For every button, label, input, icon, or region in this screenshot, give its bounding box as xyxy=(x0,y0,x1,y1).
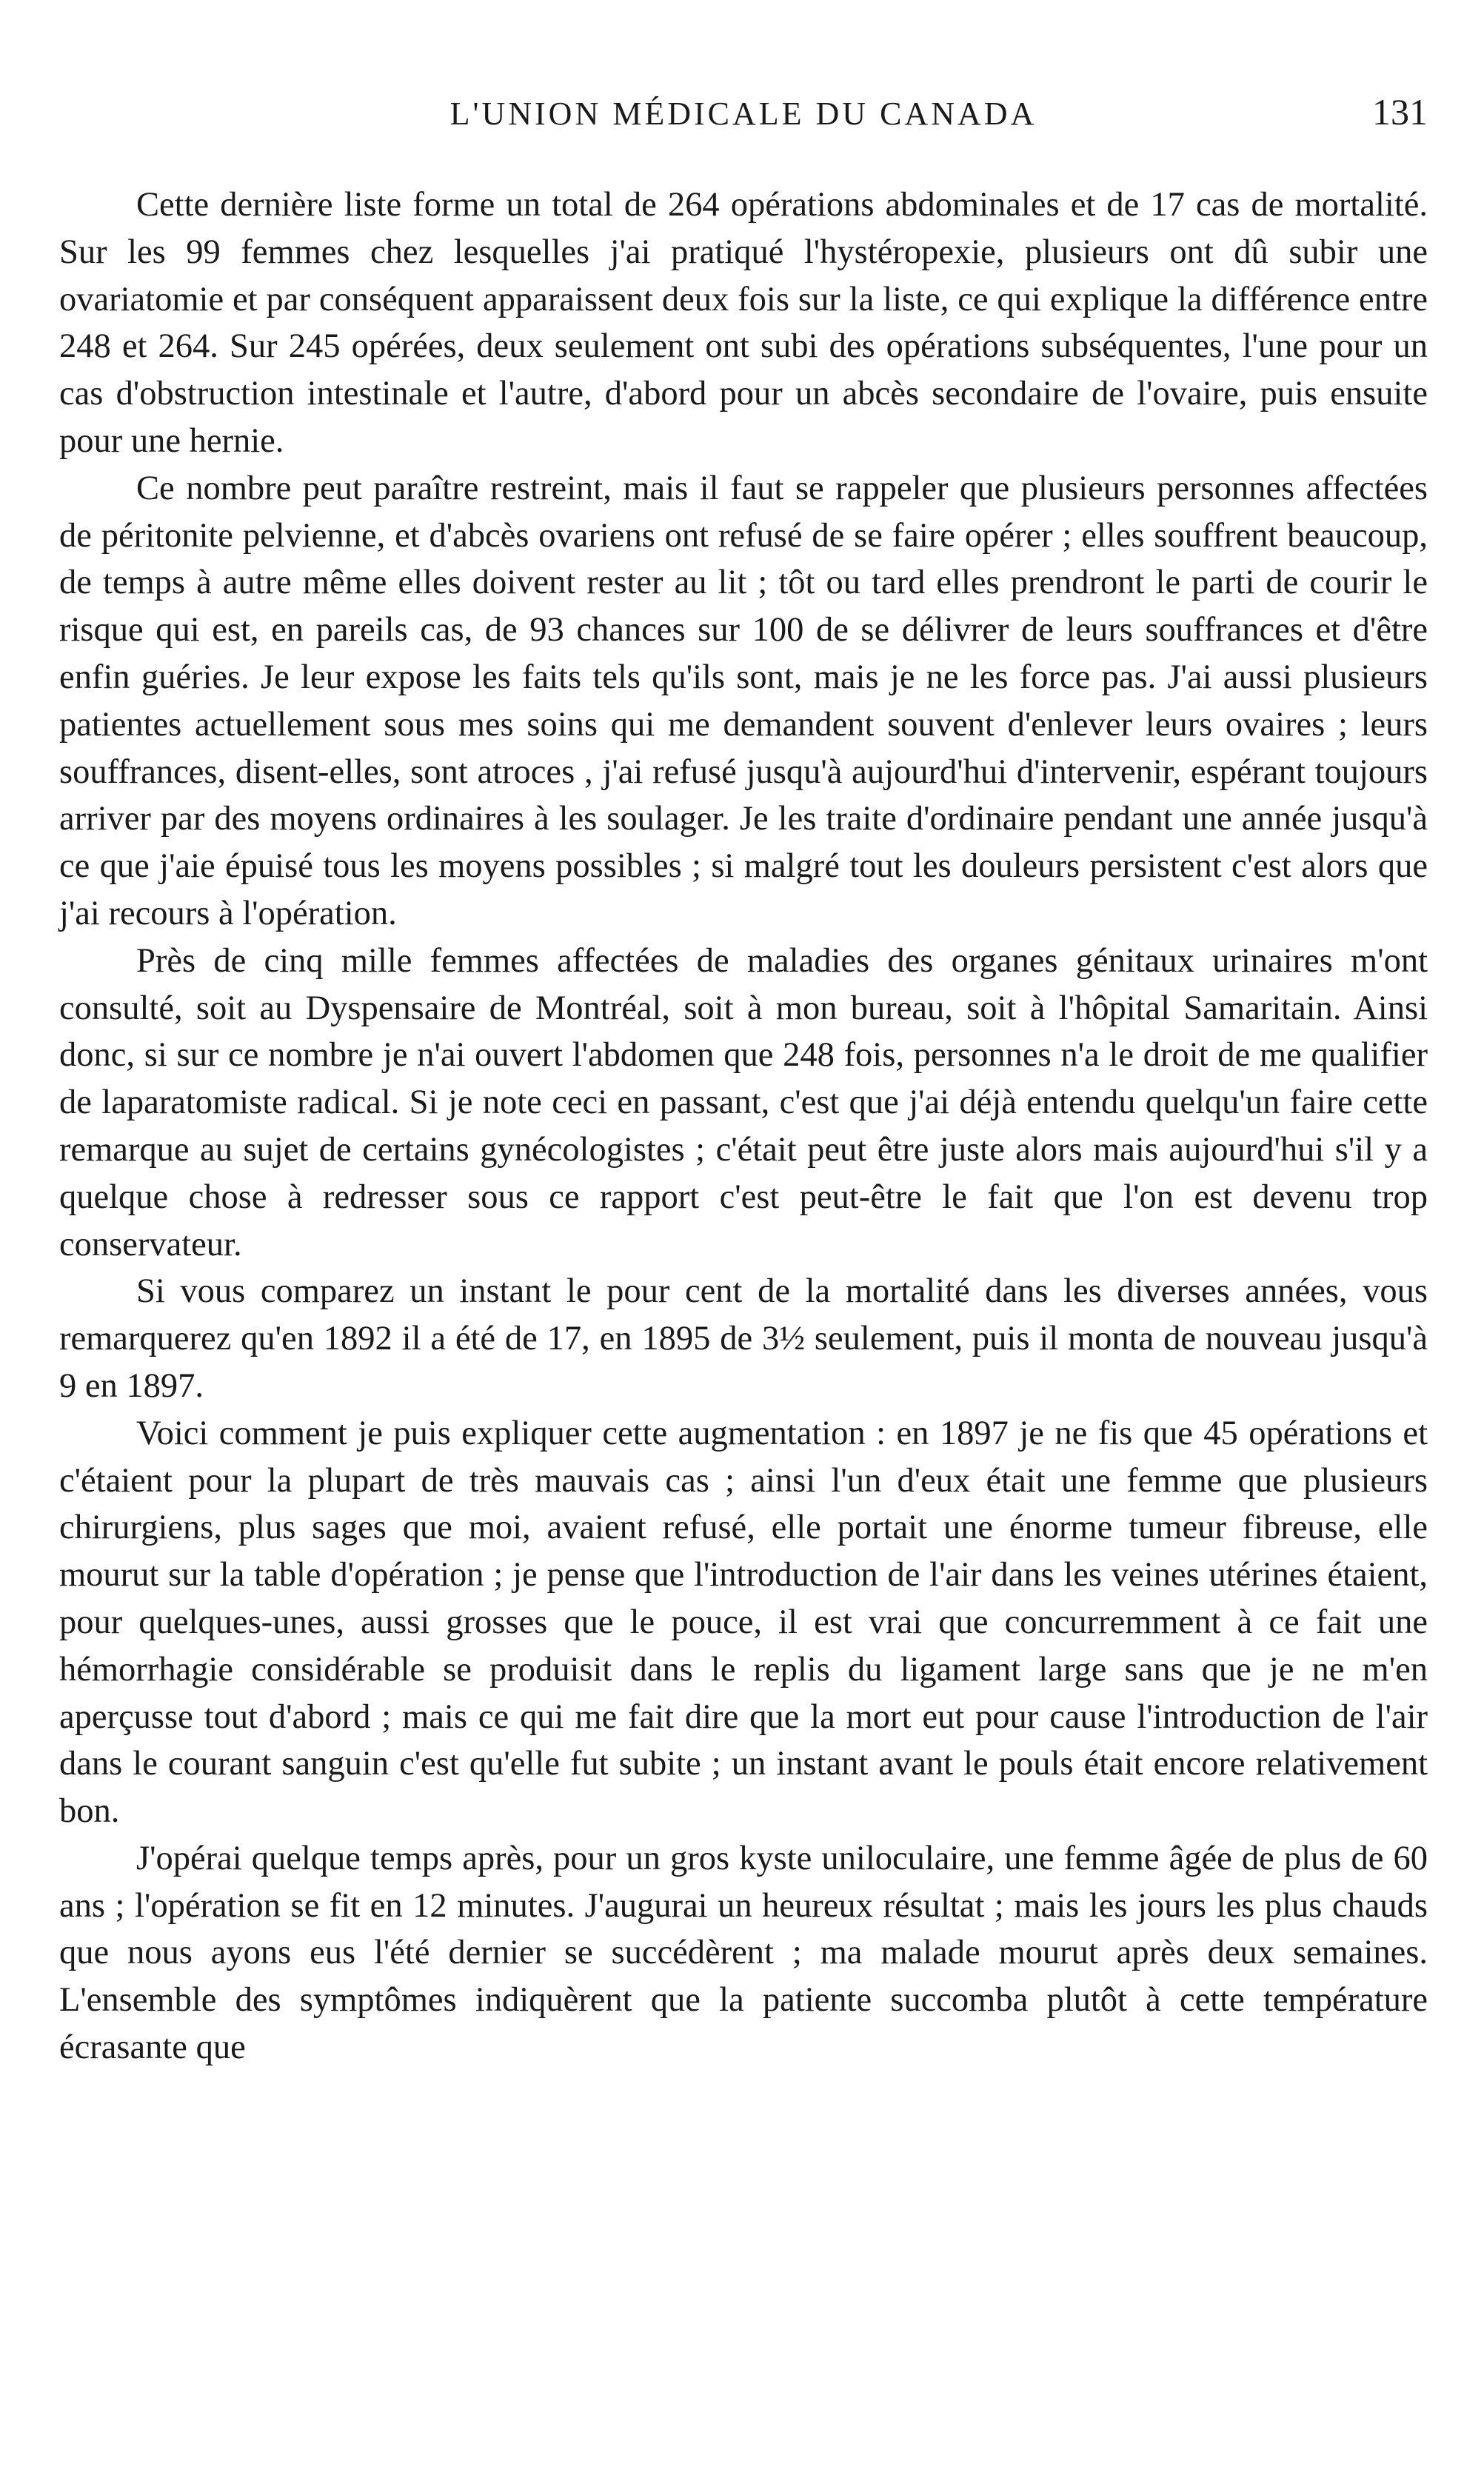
page-number: 131 xyxy=(1372,91,1428,133)
running-head xyxy=(59,91,1428,147)
paragraph-1: Cette dernière liste forme un total de 264 opérations abdominales et de 17 cas de mortalité. Sur les 99 femmes chez lesquelles j'ai pratiqué l'hystéropexie, plusieurs ont dû subir une ovariatomie et par conséquent apparaissent deux fois sur la liste, ce qui explique la différence entre 248 et 264. Sur 245 opérées, deux seulement ont subi des opérations subséquentes, l'une pour un cas d'obstruction intestinale et l'autre, d'abord pour un abcès secondaire de l'ovaire, puis ensuite pour une hernie. xyxy=(59,186,1428,460)
paragraph-6: J'opérai quelque temps après, pour un gros kyste uniloculaire, une femme âgée de plus de 60 ans ; l'opération se fit en 12 minutes. J'augurai un heureux résultat ; mais les jours les plus chauds que nous ayons eus l'été dernier se succédèrent ; ma malade mourut après deux semaines. L'ensemble des symptômes indiquèrent que la patiente succomba plutôt à cette température écrasante que xyxy=(59,1839,1428,2067)
paragraph-5: Voici comment je puis expliquer cette augmentation : en 1897 je ne fis que 45 opérations et c'étaient pour la plupart de très mauvais cas ; ainsi l'un d'eux était une femme que plusieurs chirurgiens, plus sages que moi, avaient refusé, elle portait une énorme tumeur fibreuse, elle mourut sur la table d'opération ; je pense que l'introduction de l'air dans les veines utérines étaient, pour quelques-unes, aussi grosses que le pouce, il est vrai que concurremment à ce fait une hémorrhagie considérable se produisit dans le replis du ligament large sans que je ne m'en aperçusse tout d'abord ; mais ce qui me fait dire que la mort eut pour cause l'introduction de l'air dans le courant sanguin c'est qu'elle fut subite ; un instant avant le pouls était encore relativement bon. xyxy=(59,1414,1428,1831)
paragraph-3: Près de cinq mille femmes affectées de maladies des organes génitaux urinaires m'ont consulté, soit au Dyspensaire de Montréal, soit à mon bureau, soit à l'hôpital Samaritain. Ainsi donc, si sur ce nombre je n'ai ouvert l'abdomen que 248 fois, personnes n'a le droit de me qualifier de laparatomiste radical. Si je note ceci en passant, c'est que j'ai déjà entendu quelqu'un faire cette remarque au sujet de certains gynécologistes ; c'était peut être juste alors mais aujourd'hui s'il y a quelque chose à redresser sous ce rapport c'est peut-être le fait que l'on est devenu trop conservateur. xyxy=(59,941,1428,1263)
paragraph-2: Ce nombre peut paraître restreint, mais il faut se rappeler que plusieurs personnes affectées de péritonite pelvienne, et d'abcès ovariens ont refusé de se faire opérer ; elles souffrent beaucoup, de temps à autre même elles doivent rester au lit ; tôt ou tard elles prendront le parti de courir le risque qui est, en pareils cas, de 93 chances sur 100 de se délivrer de leurs souffrances et d'être enfin guéries. Je leur expose les faits tels qu'ils sont, mais je ne les force pas. J'ai aussi plusieurs patientes actuellement sous mes soins qui me demandent souvent d'enlever leurs ovaires ; leurs souffrances, disent-elles, sont atroces , j'ai refusé jusqu'à aujourd'hui d'intervenir, espérant toujours arriver par des moyens ordinaires à les soulager. Je les traite d'ordinaire pendant une année jusqu'à ce que j'aie épuisé tous les moyens possibles ; si malgré tout les douleurs persistent c'est alors que j'ai recours à l'opération. xyxy=(59,469,1428,932)
body-text xyxy=(59,181,1428,2071)
paragraph-4: Si vous comparez un instant le pour cent de la mortalité dans les diverses années, vous remarquerez qu'en 1892 il a été de 17, en 1895 de 3½ seulement, puis il monta de nouveau jusqu'à 9 en 1897. xyxy=(59,1272,1428,1405)
running-title: L'UNION MÉDICALE DU CANADA xyxy=(449,96,1037,132)
